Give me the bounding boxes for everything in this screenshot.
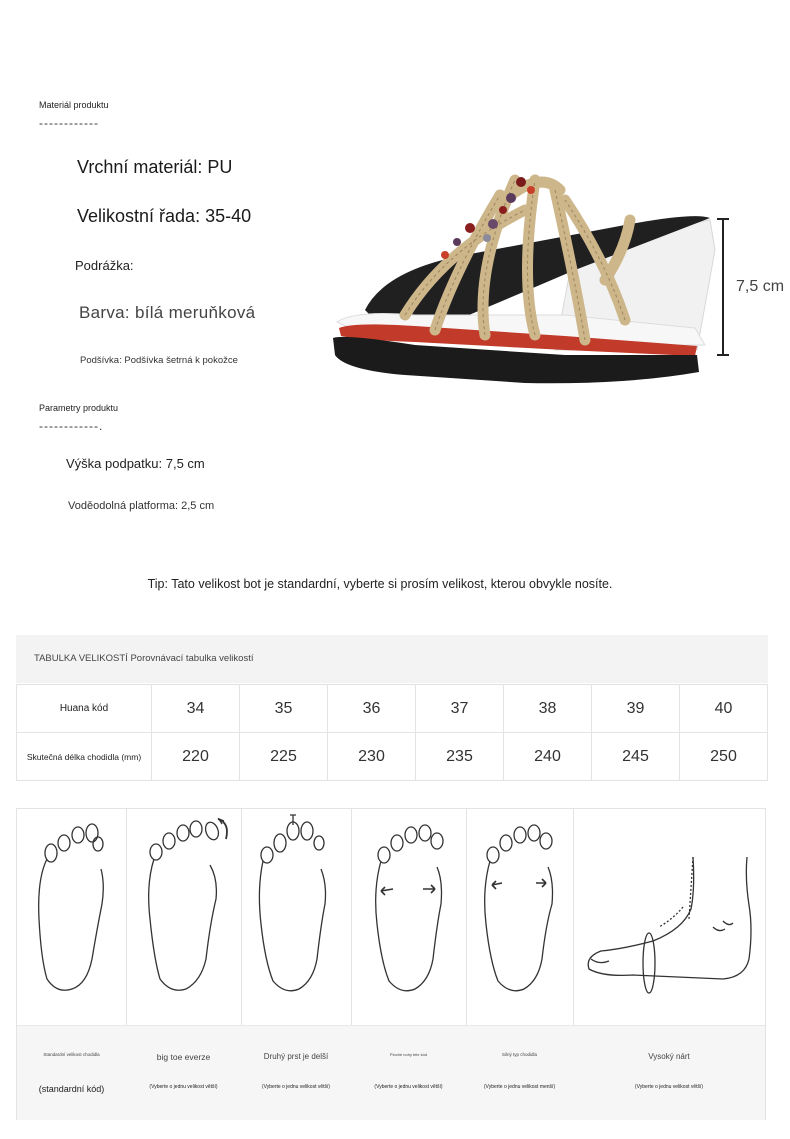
material-divider: ------------	[39, 116, 99, 130]
table-row	[17, 733, 768, 781]
height-label: 7,5 cm	[736, 278, 785, 295]
table-cell: 36	[328, 685, 416, 733]
table-cell: 34	[152, 685, 240, 733]
product-image	[325, 150, 790, 400]
foot-type-wide	[466, 809, 574, 1119]
table-cell: 230	[328, 733, 416, 781]
foot-type-advice: (Vyberte o jednu velikost větší)	[261, 1084, 331, 1090]
color-label: Barva: bílá meruňková	[79, 303, 256, 322]
table-cell: 240	[504, 733, 592, 781]
insole-label: Podrážka:	[75, 258, 134, 273]
foot-type-advice: (standardní kód)	[38, 1084, 105, 1094]
size-table	[16, 684, 768, 781]
upper-material: Vrchní materiál: PU	[77, 157, 233, 177]
foot-type-bunion	[126, 809, 242, 1119]
second-toe-foot-icon	[241, 809, 351, 1025]
size-tip: Tip: Tato velikost bot je standardní, vyberte si prosím velikost, kterou obvykle nosíte.	[147, 577, 613, 591]
table-cell: 235	[416, 733, 504, 781]
foot-type-caption: Standardní velikost chodidla	[43, 1052, 100, 1057]
height-marker-bottom	[717, 354, 729, 356]
caption-area	[351, 1025, 466, 1120]
heel-height: Výška podpatku: 7,5 cm	[66, 456, 205, 471]
foot-types-grid	[16, 808, 766, 1120]
table-cell: 250	[680, 733, 768, 781]
table-cell: 225	[240, 733, 328, 781]
table-cell: 35	[240, 685, 328, 733]
table-cell: 39	[592, 685, 680, 733]
caption-area	[573, 1025, 765, 1120]
foot-type-advice: (Vyberte o jednu velikost větší)	[149, 1084, 218, 1090]
foot-type-caption: Ploché nohy tele kód	[389, 1052, 428, 1057]
size-table-title: TABULKA VELIKOSTÍ Porovnávací tabulka velikostí	[34, 653, 254, 664]
foot-type-advice: (Vyberte o jednu velikost menší)	[483, 1084, 556, 1090]
table-cell: 220	[152, 733, 240, 781]
table-cell: 37	[416, 685, 504, 733]
material-heading: Materiál produktu	[39, 100, 109, 110]
foot-type-caption: Druhý prst je delší	[263, 1052, 329, 1061]
platform-height: Voděodolná platforma: 2,5 cm	[68, 500, 215, 512]
table-cell: 40	[680, 685, 768, 733]
standard-foot-icon	[17, 809, 126, 1025]
foot-type-caption: big toe everze	[156, 1052, 211, 1062]
high-instep-foot-icon	[573, 809, 765, 1025]
params-divider: ------------.	[39, 419, 104, 433]
row-label: Huana kód	[17, 685, 152, 733]
size-table-header	[16, 635, 768, 683]
foot-type-advice: (Vyberte o jednu velikost větší)	[374, 1084, 443, 1090]
lining-label: Podšívka: Podšívka šetrná k pokožce	[80, 355, 238, 366]
foot-type-standard	[17, 809, 127, 1119]
sandal-illustration	[325, 150, 790, 400]
wide-foot-icon	[466, 809, 573, 1025]
foot-type-caption: Silný typ chodidla	[501, 1052, 538, 1057]
params-heading: Parametry produktu	[39, 403, 119, 413]
caption-area	[466, 1025, 573, 1120]
foot-type-second-toe	[241, 809, 352, 1119]
foot-type-high-instep	[573, 809, 765, 1119]
caption-area	[126, 1025, 241, 1120]
table-cell: 245	[592, 733, 680, 781]
caption-area	[241, 1025, 351, 1120]
foot-type-caption: Vysoký nárt	[648, 1052, 690, 1061]
flat-foot-icon	[351, 809, 466, 1025]
table-cell: 38	[504, 685, 592, 733]
foot-type-flat	[351, 809, 467, 1119]
table-row	[17, 685, 768, 733]
height-marker-line	[722, 218, 724, 356]
caption-area	[17, 1025, 126, 1120]
size-range: Velikostní řada: 35-40	[77, 206, 252, 226]
row-label: Skutečná délka chodidla (mm)	[17, 733, 152, 781]
bunion-foot-icon	[126, 809, 241, 1025]
foot-type-advice: (Vyberte o jednu velikost větší)	[634, 1084, 704, 1090]
